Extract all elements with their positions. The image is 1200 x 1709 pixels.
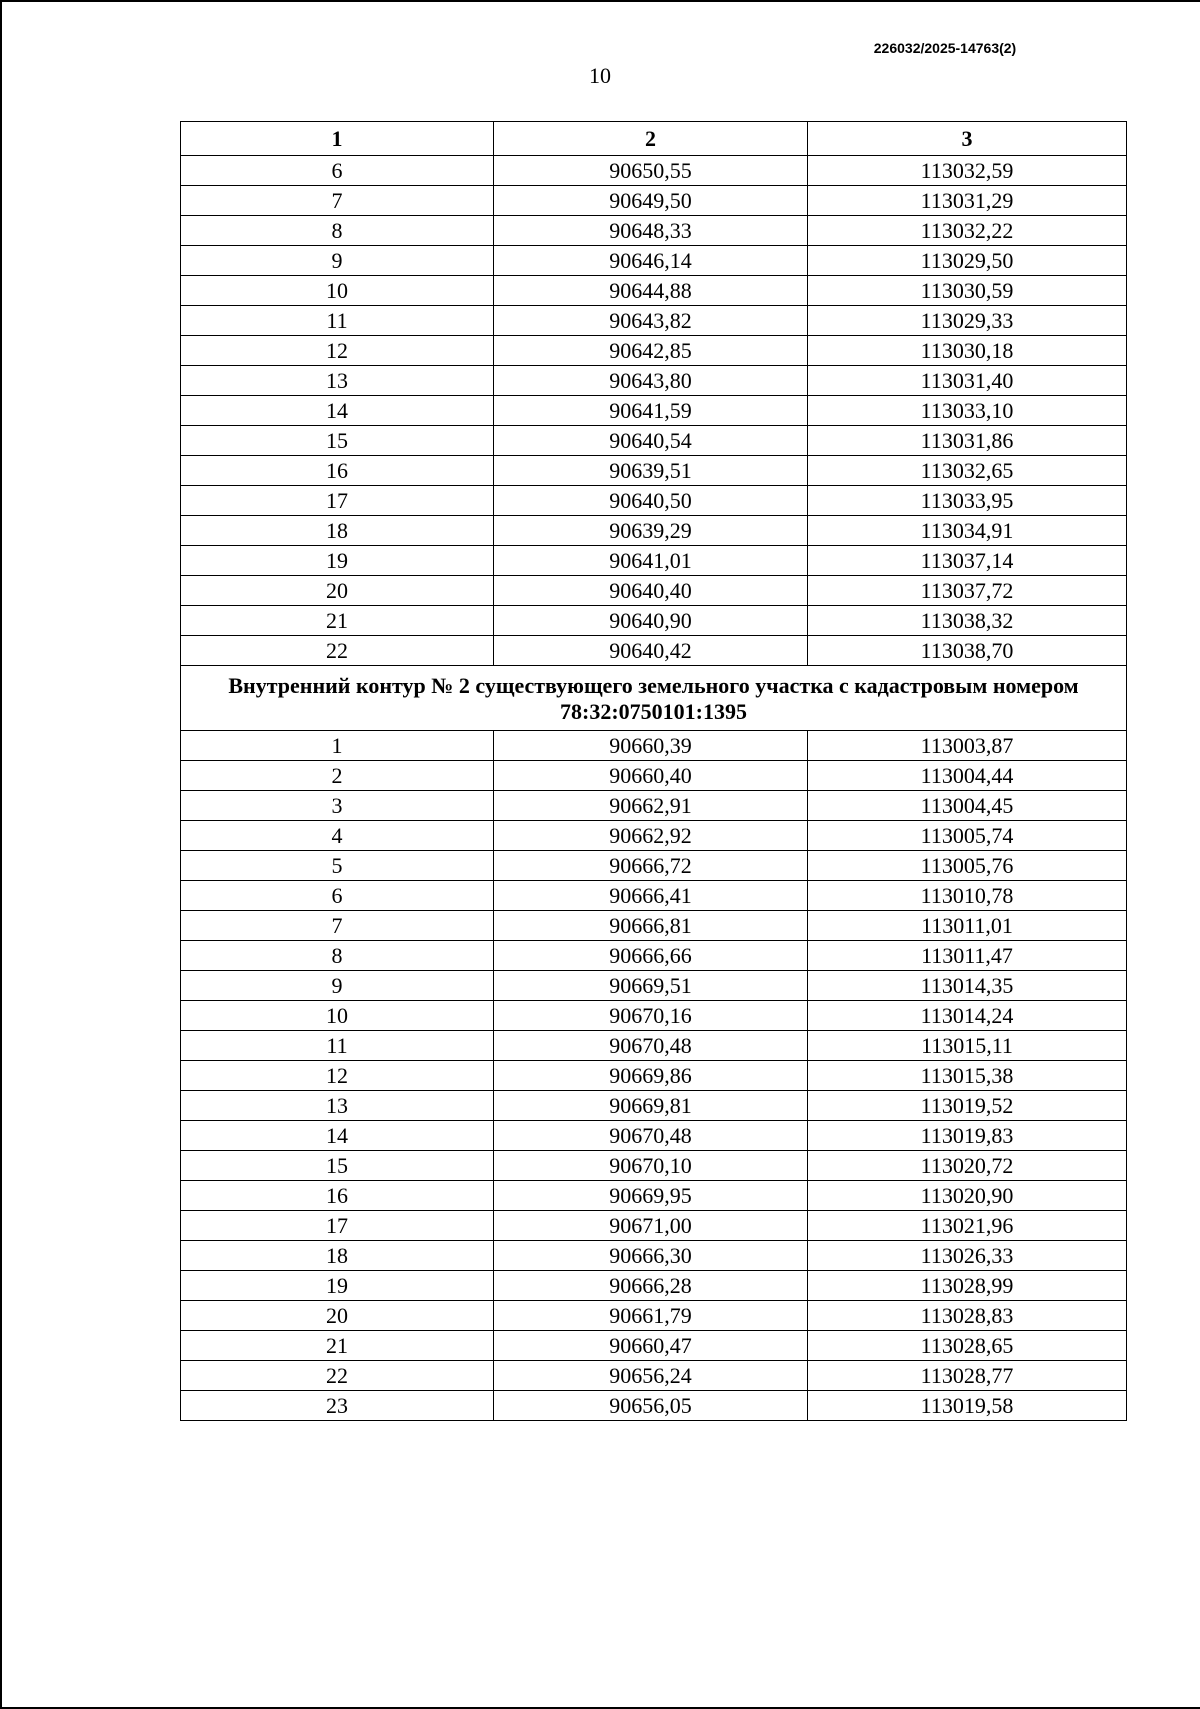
x-coordinate-cell: 90661,79: [494, 1301, 808, 1331]
y-coordinate-cell: 113004,44: [808, 761, 1127, 791]
point-number-cell: 8: [181, 941, 494, 971]
table-row: [181, 1331, 1127, 1361]
coordinates-table: [180, 121, 1127, 1421]
point-number-cell: 14: [181, 1121, 494, 1151]
y-coordinate-cell: 113032,59: [808, 156, 1127, 186]
point-number-cell: 15: [181, 426, 494, 456]
x-coordinate-cell: 90640,50: [494, 486, 808, 516]
x-coordinate-cell: 90642,85: [494, 336, 808, 366]
point-number-cell: 1: [181, 731, 494, 761]
table-row: [181, 971, 1127, 1001]
table-row: [181, 636, 1127, 666]
table-row: [181, 1301, 1127, 1331]
table-row: [181, 851, 1127, 881]
x-coordinate-cell: 90650,55: [494, 156, 808, 186]
x-coordinate-cell: 90646,14: [494, 246, 808, 276]
point-number-cell: 7: [181, 186, 494, 216]
y-coordinate-cell: 113015,11: [808, 1031, 1127, 1061]
x-coordinate-cell: 90666,81: [494, 911, 808, 941]
y-coordinate-cell: 113030,59: [808, 276, 1127, 306]
x-coordinate-cell: 90660,39: [494, 731, 808, 761]
x-coordinate-cell: 90669,81: [494, 1091, 808, 1121]
y-coordinate-cell: 113031,86: [808, 426, 1127, 456]
table-row: [181, 1391, 1127, 1421]
y-coordinate-cell: 113038,70: [808, 636, 1127, 666]
point-number-cell: 17: [181, 486, 494, 516]
point-number-cell: 5: [181, 851, 494, 881]
x-coordinate-cell: 90670,10: [494, 1151, 808, 1181]
table-row: [181, 246, 1127, 276]
column-header-y-coordinate: 3: [808, 122, 1127, 156]
y-coordinate-cell: 113030,18: [808, 336, 1127, 366]
y-coordinate-cell: 113034,91: [808, 516, 1127, 546]
point-number-cell: 23: [181, 1391, 494, 1421]
x-coordinate-cell: 90666,30: [494, 1241, 808, 1271]
table-row: [181, 156, 1127, 186]
table-row: [181, 1001, 1127, 1031]
x-coordinate-cell: 90669,51: [494, 971, 808, 1001]
y-coordinate-cell: 113028,65: [808, 1331, 1127, 1361]
page-number: 10: [589, 63, 611, 88]
table-row: [181, 576, 1127, 606]
table-row: [181, 546, 1127, 576]
point-number-cell: 19: [181, 546, 494, 576]
point-number-cell: 10: [181, 1001, 494, 1031]
point-number-cell: 2: [181, 761, 494, 791]
y-coordinate-cell: 113033,10: [808, 396, 1127, 426]
y-coordinate-cell: 113026,33: [808, 1241, 1127, 1271]
y-coordinate-cell: 113014,24: [808, 1001, 1127, 1031]
point-number-cell: 3: [181, 791, 494, 821]
document-registration-number: 226032/2025-14763(2): [873, 40, 1017, 56]
x-coordinate-cell: 90643,82: [494, 306, 808, 336]
x-coordinate-cell: 90640,42: [494, 636, 808, 666]
table-row: [181, 1211, 1127, 1241]
y-coordinate-cell: 113029,50: [808, 246, 1127, 276]
y-coordinate-cell: 113014,35: [808, 971, 1127, 1001]
table-row: [181, 276, 1127, 306]
column-header-x-coordinate: 2: [494, 122, 808, 156]
x-coordinate-cell: 90662,92: [494, 821, 808, 851]
scan-border-top: [0, 0, 1200, 2]
table-row: [181, 791, 1127, 821]
y-coordinate-cell: 113010,78: [808, 881, 1127, 911]
y-coordinate-cell: 113003,87: [808, 731, 1127, 761]
y-coordinate-cell: 113005,76: [808, 851, 1127, 881]
x-coordinate-cell: 90644,88: [494, 276, 808, 306]
point-number-cell: 17: [181, 1211, 494, 1241]
y-coordinate-cell: 113019,52: [808, 1091, 1127, 1121]
table-row: [181, 606, 1127, 636]
point-number-cell: 4: [181, 821, 494, 851]
x-coordinate-cell: 90656,24: [494, 1361, 808, 1391]
section-title: Внутренний контур № 2 существующего земельного участка с кадастровым номером 78:32:0750101:1395: [181, 666, 1127, 731]
point-number-cell: 19: [181, 1271, 494, 1301]
y-coordinate-cell: 113020,90: [808, 1181, 1127, 1211]
y-coordinate-cell: 113011,47: [808, 941, 1127, 971]
y-coordinate-cell: 113004,45: [808, 791, 1127, 821]
table-row: [181, 761, 1127, 791]
x-coordinate-cell: 90640,54: [494, 426, 808, 456]
point-number-cell: 12: [181, 336, 494, 366]
scan-border-left: [0, 0, 2, 1709]
point-number-cell: 22: [181, 636, 494, 666]
table-row: [181, 1061, 1127, 1091]
point-number-cell: 6: [181, 156, 494, 186]
point-number-cell: 6: [181, 881, 494, 911]
y-coordinate-cell: 113011,01: [808, 911, 1127, 941]
coordinates-table-body: [181, 122, 1127, 1421]
table-row: [181, 821, 1127, 851]
x-coordinate-cell: 90666,41: [494, 881, 808, 911]
table-row: [181, 336, 1127, 366]
y-coordinate-cell: 113031,29: [808, 186, 1127, 216]
x-coordinate-cell: 90666,28: [494, 1271, 808, 1301]
point-number-cell: 20: [181, 576, 494, 606]
point-number-cell: 9: [181, 971, 494, 1001]
table-row: [181, 516, 1127, 546]
point-number-cell: 22: [181, 1361, 494, 1391]
x-coordinate-cell: 90640,90: [494, 606, 808, 636]
table-row: [181, 306, 1127, 336]
y-coordinate-cell: 113019,58: [808, 1391, 1127, 1421]
point-number-cell: 21: [181, 1331, 494, 1361]
x-coordinate-cell: 90639,51: [494, 456, 808, 486]
section-header-row: [181, 666, 1127, 731]
point-number-cell: 20: [181, 1301, 494, 1331]
x-coordinate-cell: 90639,29: [494, 516, 808, 546]
point-number-cell: 18: [181, 516, 494, 546]
y-coordinate-cell: 113028,99: [808, 1271, 1127, 1301]
x-coordinate-cell: 90649,50: [494, 186, 808, 216]
point-number-cell: 10: [181, 276, 494, 306]
y-coordinate-cell: 113019,83: [808, 1121, 1127, 1151]
x-coordinate-cell: 90669,95: [494, 1181, 808, 1211]
table-row: [181, 366, 1127, 396]
point-number-cell: 13: [181, 1091, 494, 1121]
point-number-cell: 8: [181, 216, 494, 246]
point-number-cell: 13: [181, 366, 494, 396]
table-row: [181, 426, 1127, 456]
x-coordinate-cell: 90666,72: [494, 851, 808, 881]
point-number-cell: 7: [181, 911, 494, 941]
table-row: [181, 396, 1127, 426]
x-coordinate-cell: 90648,33: [494, 216, 808, 246]
table-row: [181, 911, 1127, 941]
x-coordinate-cell: 90641,01: [494, 546, 808, 576]
x-coordinate-cell: 90656,05: [494, 1391, 808, 1421]
table-row: [181, 1151, 1127, 1181]
y-coordinate-cell: 113037,72: [808, 576, 1127, 606]
table-row: [181, 456, 1127, 486]
y-coordinate-cell: 113028,83: [808, 1301, 1127, 1331]
point-number-cell: 11: [181, 1031, 494, 1061]
table-row: [181, 1241, 1127, 1271]
table-row: [181, 881, 1127, 911]
point-number-cell: 11: [181, 306, 494, 336]
point-number-cell: 14: [181, 396, 494, 426]
y-coordinate-cell: 113031,40: [808, 366, 1127, 396]
point-number-cell: 12: [181, 1061, 494, 1091]
y-coordinate-cell: 113005,74: [808, 821, 1127, 851]
y-coordinate-cell: 113032,65: [808, 456, 1127, 486]
y-coordinate-cell: 113020,72: [808, 1151, 1127, 1181]
table-row: [181, 1271, 1127, 1301]
y-coordinate-cell: 113037,14: [808, 546, 1127, 576]
table-row: [181, 486, 1127, 516]
y-coordinate-cell: 113033,95: [808, 486, 1127, 516]
y-coordinate-cell: 113015,38: [808, 1061, 1127, 1091]
table-row: [181, 1361, 1127, 1391]
x-coordinate-cell: 90670,16: [494, 1001, 808, 1031]
x-coordinate-cell: 90666,66: [494, 941, 808, 971]
table-row: [181, 1181, 1127, 1211]
table-row: [181, 1121, 1127, 1151]
table-row: [181, 186, 1127, 216]
x-coordinate-cell: 90669,86: [494, 1061, 808, 1091]
point-number-cell: 15: [181, 1151, 494, 1181]
y-coordinate-cell: 113032,22: [808, 216, 1127, 246]
point-number-cell: 16: [181, 1181, 494, 1211]
point-number-cell: 9: [181, 246, 494, 276]
x-coordinate-cell: 90662,91: [494, 791, 808, 821]
table-row: [181, 731, 1127, 761]
y-coordinate-cell: 113029,33: [808, 306, 1127, 336]
table-row: [181, 1091, 1127, 1121]
table-row: [181, 216, 1127, 246]
y-coordinate-cell: 113028,77: [808, 1361, 1127, 1391]
x-coordinate-cell: 90643,80: [494, 366, 808, 396]
column-header-point-number: 1: [181, 122, 494, 156]
point-number-cell: 18: [181, 1241, 494, 1271]
x-coordinate-cell: 90640,40: [494, 576, 808, 606]
table-row: [181, 941, 1127, 971]
point-number-cell: 21: [181, 606, 494, 636]
table-header-row: [181, 122, 1127, 156]
x-coordinate-cell: 90641,59: [494, 396, 808, 426]
x-coordinate-cell: 90670,48: [494, 1031, 808, 1061]
x-coordinate-cell: 90660,47: [494, 1331, 808, 1361]
table-row: [181, 1031, 1127, 1061]
point-number-cell: 16: [181, 456, 494, 486]
y-coordinate-cell: 113021,96: [808, 1211, 1127, 1241]
y-coordinate-cell: 113038,32: [808, 606, 1127, 636]
x-coordinate-cell: 90670,48: [494, 1121, 808, 1151]
x-coordinate-cell: 90660,40: [494, 761, 808, 791]
x-coordinate-cell: 90671,00: [494, 1211, 808, 1241]
